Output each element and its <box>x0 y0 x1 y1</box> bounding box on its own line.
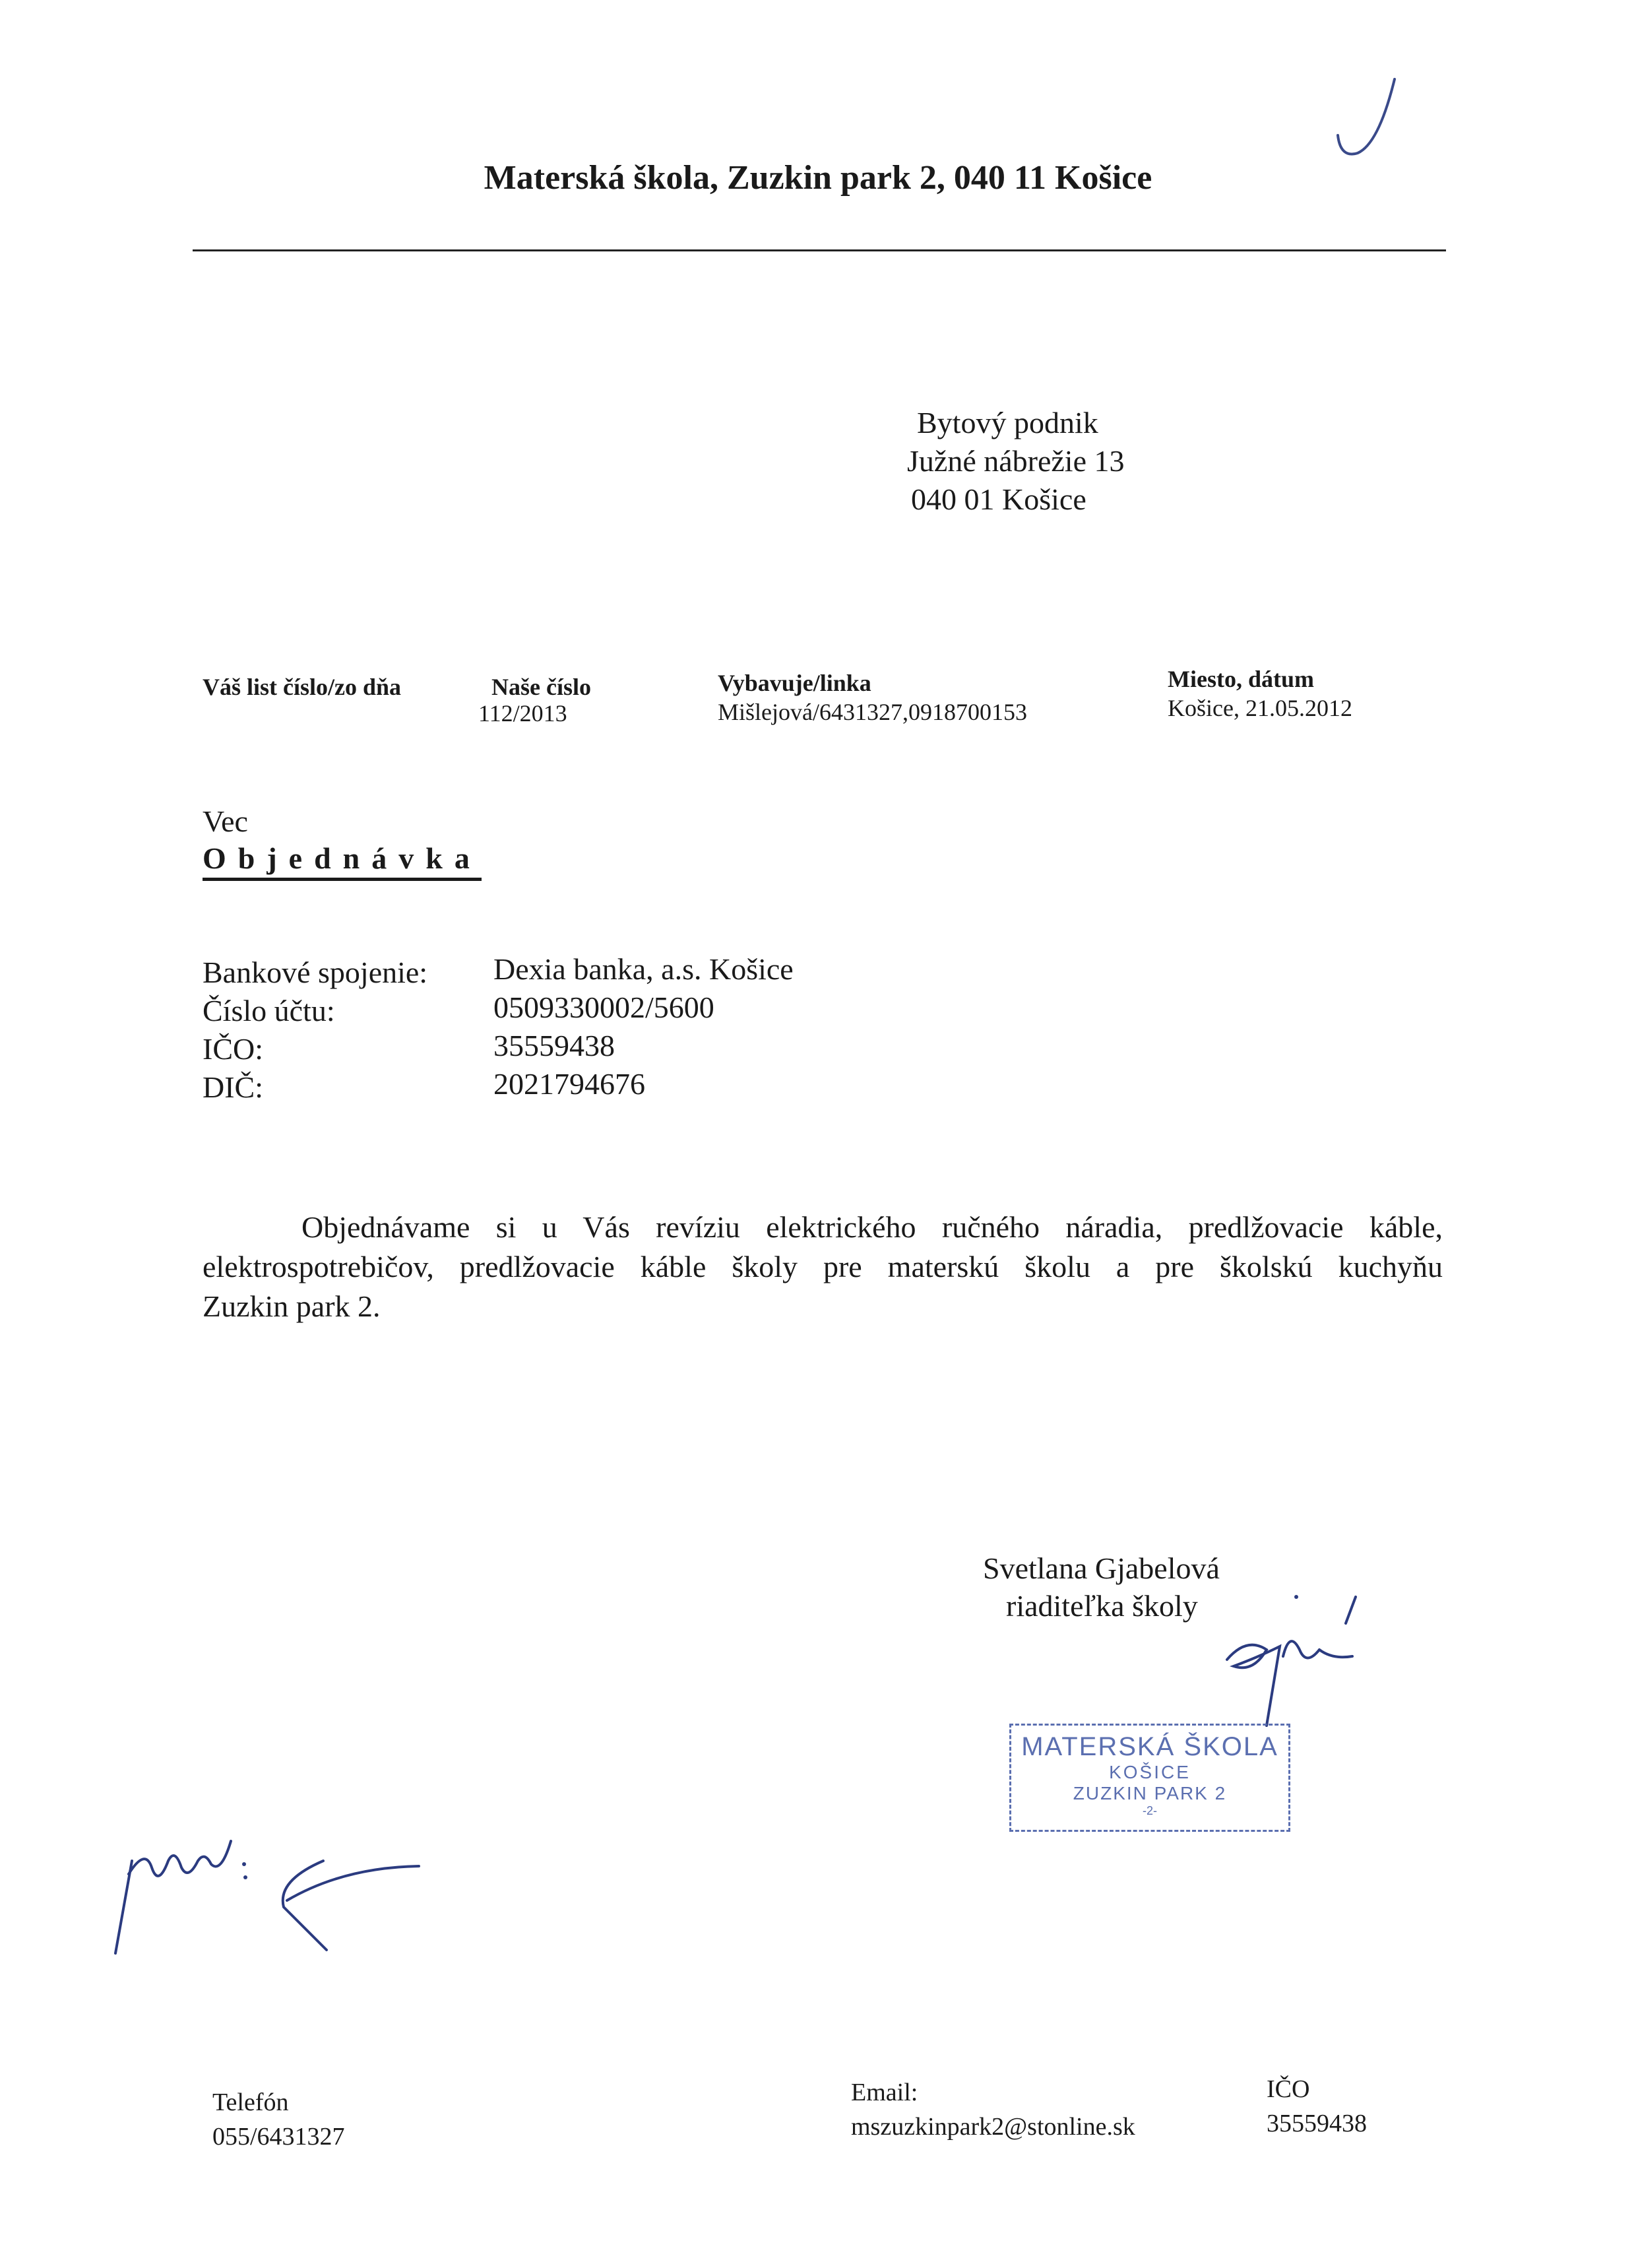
subject-label: Vec <box>203 804 248 838</box>
bank-labels <box>203 954 427 1107</box>
handled-by-value: Mišlejová/6431327,0918700153 <box>718 699 1027 725</box>
account-label: Číslo účtu: <box>203 994 335 1027</box>
your-letter-label: Váš list číslo/zo dňa <box>203 674 402 700</box>
place-date-label: Miesto, dátum <box>1168 666 1314 692</box>
footer-ico-label: IČO <box>1267 2075 1310 2103</box>
handwritten-signature <box>1220 1584 1379 1735</box>
approval-handwriting <box>106 1834 449 1966</box>
footer-ico-value: 35559438 <box>1267 2110 1367 2137</box>
body-line-2: elektrospotrebičov, predlžovacie káble školy pre materskú školu a pre školskú kuchyňu <box>203 1250 1443 1283</box>
bank-values <box>493 950 794 1103</box>
our-number-label: Naše číslo <box>491 674 591 700</box>
recipient-address <box>907 404 1125 519</box>
order-paragraph <box>203 1208 1443 1326</box>
body-line-1: Objednávame si u Vás revíziu elektrického ručného náradia, predlžovacie káble, <box>301 1210 1443 1244</box>
recipient-line-1: Bytový podnik <box>917 406 1098 439</box>
ico-value: 35559438 <box>493 1029 615 1062</box>
account-value: 0509330002/5600 <box>493 990 714 1024</box>
signatory-name: Svetlana Gjabelová <box>983 1551 1220 1585</box>
handled-by-label: Vybavuje/linka <box>718 670 871 696</box>
footer-email <box>851 2075 1135 2144</box>
school-stamp <box>1009 1724 1290 1832</box>
recipient-line-2: Južné nábrežie 13 <box>907 444 1125 478</box>
subject-title: Objednávka <box>203 841 482 881</box>
place-date-value: Košice, 21.05.2012 <box>1168 695 1352 721</box>
email-label: Email: <box>851 2079 918 2106</box>
letterhead-title: Materská škola, Zuzkin park 2, 040 11 Košice <box>484 159 1152 197</box>
signatory-role: riaditeľka školy <box>1006 1589 1198 1623</box>
dic-label: DIČ: <box>203 1070 263 1104</box>
stamp-line-2: KOŠICE <box>1109 1762 1191 1782</box>
stamp-line-1: MATERSKÁ ŠKOLA <box>1021 1732 1278 1761</box>
dic-value: 2021794676 <box>493 1067 645 1101</box>
body-line-3: Zuzkin park 2. <box>203 1289 381 1323</box>
recipient-line-3: 040 01 Košice <box>911 482 1086 516</box>
ico-label: IČO: <box>203 1032 263 1066</box>
phone-value: 055/6431327 <box>212 2123 345 2151</box>
phone-label: Telefón <box>212 2089 289 2116</box>
bank-value: Dexia banka, a.s. Košice <box>493 952 794 986</box>
footer-ico <box>1267 2072 1367 2141</box>
footer-phone <box>212 2085 345 2154</box>
header-divider <box>193 249 1446 251</box>
stamp-line-4: -2- <box>1143 1804 1157 1817</box>
bank-label: Bankové spojenie: <box>203 956 428 989</box>
our-number-value: 112/2013 <box>478 700 567 727</box>
stamp-line-3: ZUZKIN PARK 2 <box>1073 1783 1227 1803</box>
email-value: mszuzkinpark2@stonline.sk <box>851 2113 1135 2141</box>
checkmark-icon <box>1326 73 1405 165</box>
